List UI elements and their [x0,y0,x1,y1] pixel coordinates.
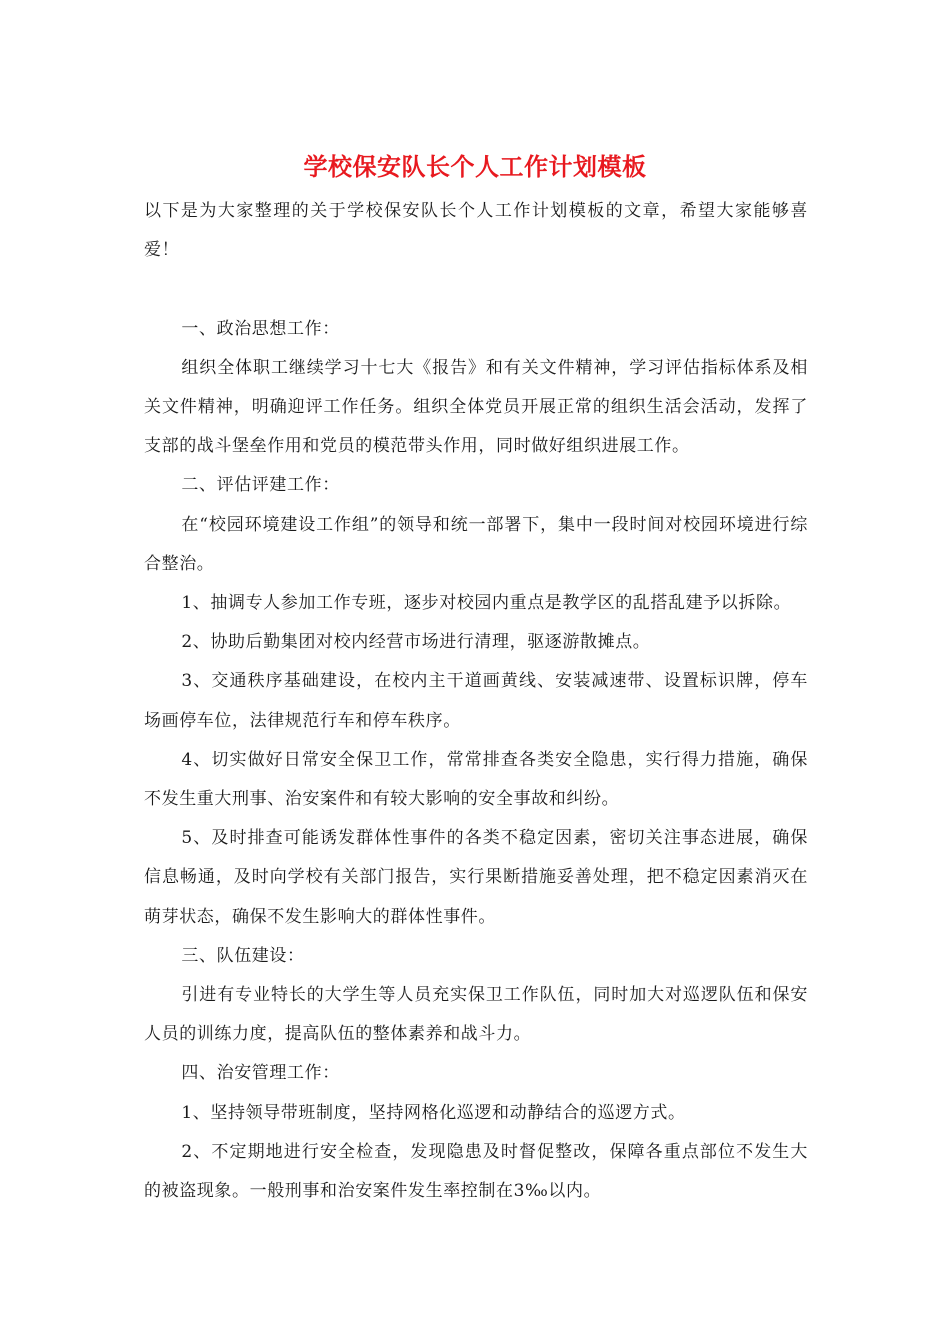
section-heading-team: 三、队伍建设： [181,945,305,966]
blank-line [144,270,808,309]
document-body [144,192,808,1211]
list-item: 2、协助后勤集团对校内经营市场进行清理，驱逐游散摊点。 [181,632,651,653]
section-heading-evaluation: 二、评估评建工作： [181,475,340,496]
body-paragraph: 引进有专业特长的大学生等人员充实保卫工作队伍，同时加大对巡逻队伍和保安人员的训练力度，提高队伍的整体素养和战斗力。 [144,985,808,1045]
list-item: 5、及时排查可能诱发群体性事件的各类不稳定因素，密切关注事态进展，确保信息畅通，及时向学校有关部门报告，实行果断措施妥善处理，把不稳定因素消灭在萌芽状态，确保不发生影响大的群体性事件。 [144,828,808,927]
body-paragraph: 在“校园环境建设工作组”的领导和统一部署下，集中一段时间对校园环境进行综合整治。 [144,514,808,574]
list-item: 2、不定期地进行安全检查，发现隐患及时督促整改，保障各重点部位不发生大的被盗现象。一般刑事和治安案件发生率控制在3‰以内。 [144,1141,808,1202]
list-item: 1、坚持领导带班制度，坚持网格化巡逻和动静结合的巡逻方式。 [181,1102,686,1123]
section-heading-politics: 一、政治思想工作： [181,318,340,339]
document-title: 学校保安队长个人工作计划模板 [303,152,647,181]
list-item: 4、切实做好日常安全保卫工作，常常排查各类安全隐患，实行得力措施，确保不发生重大刑事、治安案件和有较大影响的安全事故和纠纷。 [144,749,808,810]
list-item: 1、抽调专人参加工作专班，逐步对校园内重点是教学区的乱搭乱建予以拆除。 [181,593,792,614]
body-paragraph: 组织全体职工继续学习十七大《报告》和有关文件精神，学习评估指标体系及相关文件精神，明确迎评工作任务。组织全体党员开展正常的组织生活会活动，发挥了支部的战斗堡垒作用和党员的模范带头作用，同时做好组织进展工作。 [144,357,808,457]
intro-paragraph: 以下是为大家整理的关于学校保安队长个人工作计划模板的文章，希望大家能够喜爱！ [144,201,808,261]
section-heading-security: 四、治安管理工作： [181,1063,340,1084]
list-item: 3、交通秩序基础建设，在校内主干道画黄线、安装减速带、设置标识牌，停车场画停车位，法律规范行车和停车秩序。 [144,671,808,731]
